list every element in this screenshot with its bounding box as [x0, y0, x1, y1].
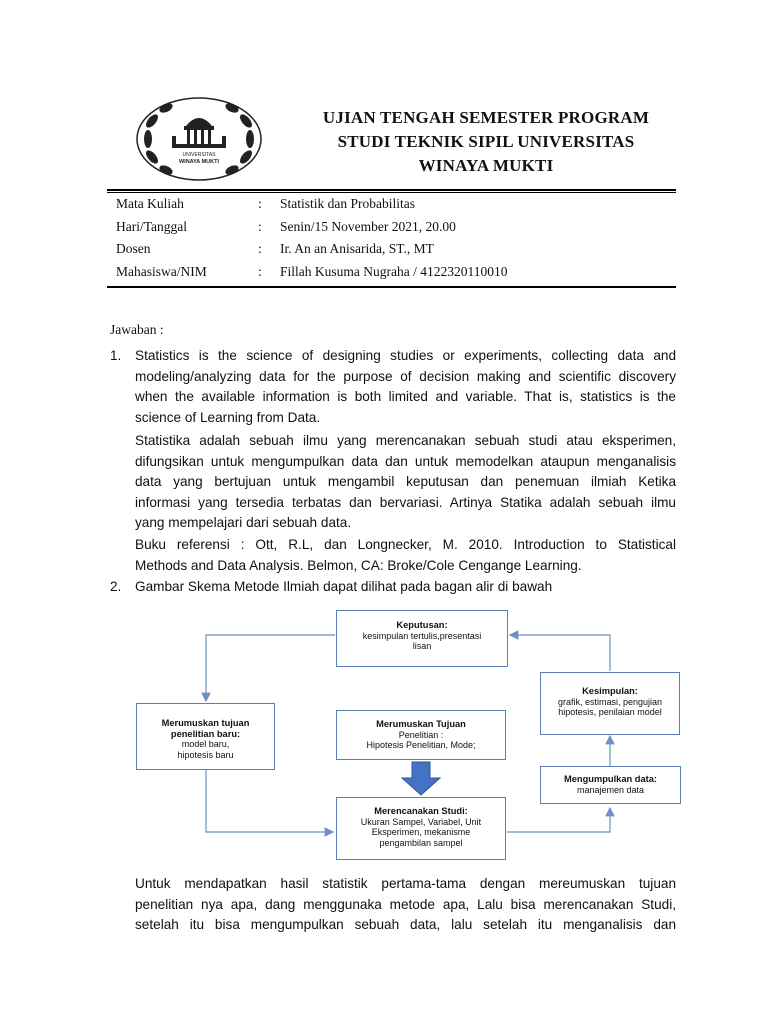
arrow-kesimpulan-to-keputusan [510, 635, 610, 671]
box-title: Merumuskan tujuan [161, 718, 250, 728]
para-line: Statistika adalah sebuah ilmu yang merencanakan sebuah studi atau eksperimen, [135, 433, 676, 448]
box-line: kesimpulan tertulis,presentasi [362, 630, 482, 641]
item-number-1: 1. [110, 348, 122, 363]
para-line: yang mempelajari dari sebuah data. [135, 515, 352, 531]
arrow-merumuskan-to-merencanakan [206, 770, 333, 832]
logo-text-2: WINAYA MUKTI [178, 159, 220, 165]
box-line: Eksperimen, mekanisme [371, 827, 471, 837]
para-line: penelitian nya apa, dang menggunaka metode apa, Lalu bisa merencanakan Studi, [135, 896, 676, 912]
down-arrow-icon [402, 762, 440, 795]
para-line: modeling/analyzing data for the purpose of decision making and scientific discovery [135, 368, 676, 384]
para-line: data yang bertujuan untuk mengambil keputusan dan penemuan ilmiah Ketika [135, 474, 676, 490]
box-title: penelitian baru: [170, 728, 241, 739]
info-value: Statistik dan Probabilitas [280, 196, 415, 211]
para-line: Buku referensi : Ott, R.L, dan Longnecker, M. 2010. Introduction to Statistical [135, 537, 676, 552]
info-sep: : [258, 263, 262, 279]
box-line: grafik, estimasi, pengujian [557, 696, 663, 707]
info-value: Fillah Kusuma Nugraha / 4122320110010 [280, 263, 508, 279]
info-value: Senin/15 November 2021, 20.00 [280, 218, 456, 234]
info-label: Hari/Tanggal [116, 218, 188, 234]
item-number-2: 2. [110, 579, 122, 594]
box-title: Mengumpulkan data: [564, 774, 657, 784]
box-keputusan [336, 610, 508, 667]
info-sep: : [258, 196, 262, 211]
box-line: model baru, [181, 739, 230, 749]
info-value: Ir. An an Anisarida, ST., MT [280, 241, 434, 256]
info-sep: : [258, 241, 262, 256]
arrow-keputusan-to-merumuskan [206, 635, 335, 701]
box-line: pengambilan sampel [379, 837, 463, 848]
arrow-merencanakan-to-mengumpulkan [507, 808, 610, 832]
box-title: Kesimpulan: [582, 686, 638, 696]
para-line: informasi yang tersedia terbatas dan bervariasi. Artinya Statika adalah sebuah ilmu [135, 494, 676, 510]
title-line-1: UJIAN TENGAH SEMESTER PROGRAM [322, 108, 650, 127]
info-label: Mata Kuliah [116, 196, 184, 211]
box-title: Keputusan: [396, 620, 448, 630]
box-title: Merumuskan Tujuan [376, 719, 466, 729]
closing-paragraph [135, 874, 676, 936]
box-merumuskan-baru [136, 703, 275, 770]
box-merumuskan-tujuan [336, 710, 506, 760]
item2-text: Gambar Skema Metode Ilmiah dapat dilihat pada bagan alir di bawah [135, 579, 553, 594]
box-line: Ukuran Sampel, Variabel, Unit [360, 816, 482, 827]
box-mengumpulkan [540, 766, 681, 804]
info-label: Dosen [116, 241, 151, 256]
para-line: when the available information is both limited and variable. That is, statistics is the [135, 389, 676, 405]
title-line-3: WINAYA MUKTI [418, 156, 554, 175]
box-title: Merencanakan Studi: [374, 806, 468, 816]
para-line: setelah itu bisa mengumpulkan sebuah data, lalu setelah itu menganalisis dan [135, 917, 676, 933]
para-line: Methods and Data Analysis. Belmon, CA: Broke/Cole Cengange Learning. [135, 557, 582, 573]
box-line: Hipotesis Penelitian, Mode; [366, 740, 476, 750]
box-merencanakan [336, 797, 506, 860]
box-line: manajemen data [576, 784, 645, 795]
box-line: hipotesis, penilaian model [558, 707, 662, 717]
para-line: difungsikan untuk mengumpulkan data dan untuk memodelkan ataupun menganalisis [135, 453, 676, 469]
box-kesimpulan [540, 672, 680, 735]
answer-heading: Jawaban : [110, 322, 164, 337]
para-line: science of Learning from Data. [135, 409, 321, 425]
logo-text-1: UNIVERSITAS [182, 152, 216, 158]
box-line: lisan [412, 641, 432, 651]
para-line: Statistics is the science of designing studies or experiments, collecting data and [135, 348, 676, 363]
info-label: Mahasiswa/NIM [116, 263, 207, 279]
para-line: Untuk mendapatkan hasil statistik pertama-tama dengan mereumuskan tujuan [135, 876, 676, 891]
info-sep: : [258, 218, 262, 234]
title-line-2: STUDI TEKNIK SIPIL UNIVERSITAS [337, 132, 635, 151]
box-line: Penelitian : [398, 729, 444, 740]
box-line: hipotesis baru [177, 749, 234, 760]
